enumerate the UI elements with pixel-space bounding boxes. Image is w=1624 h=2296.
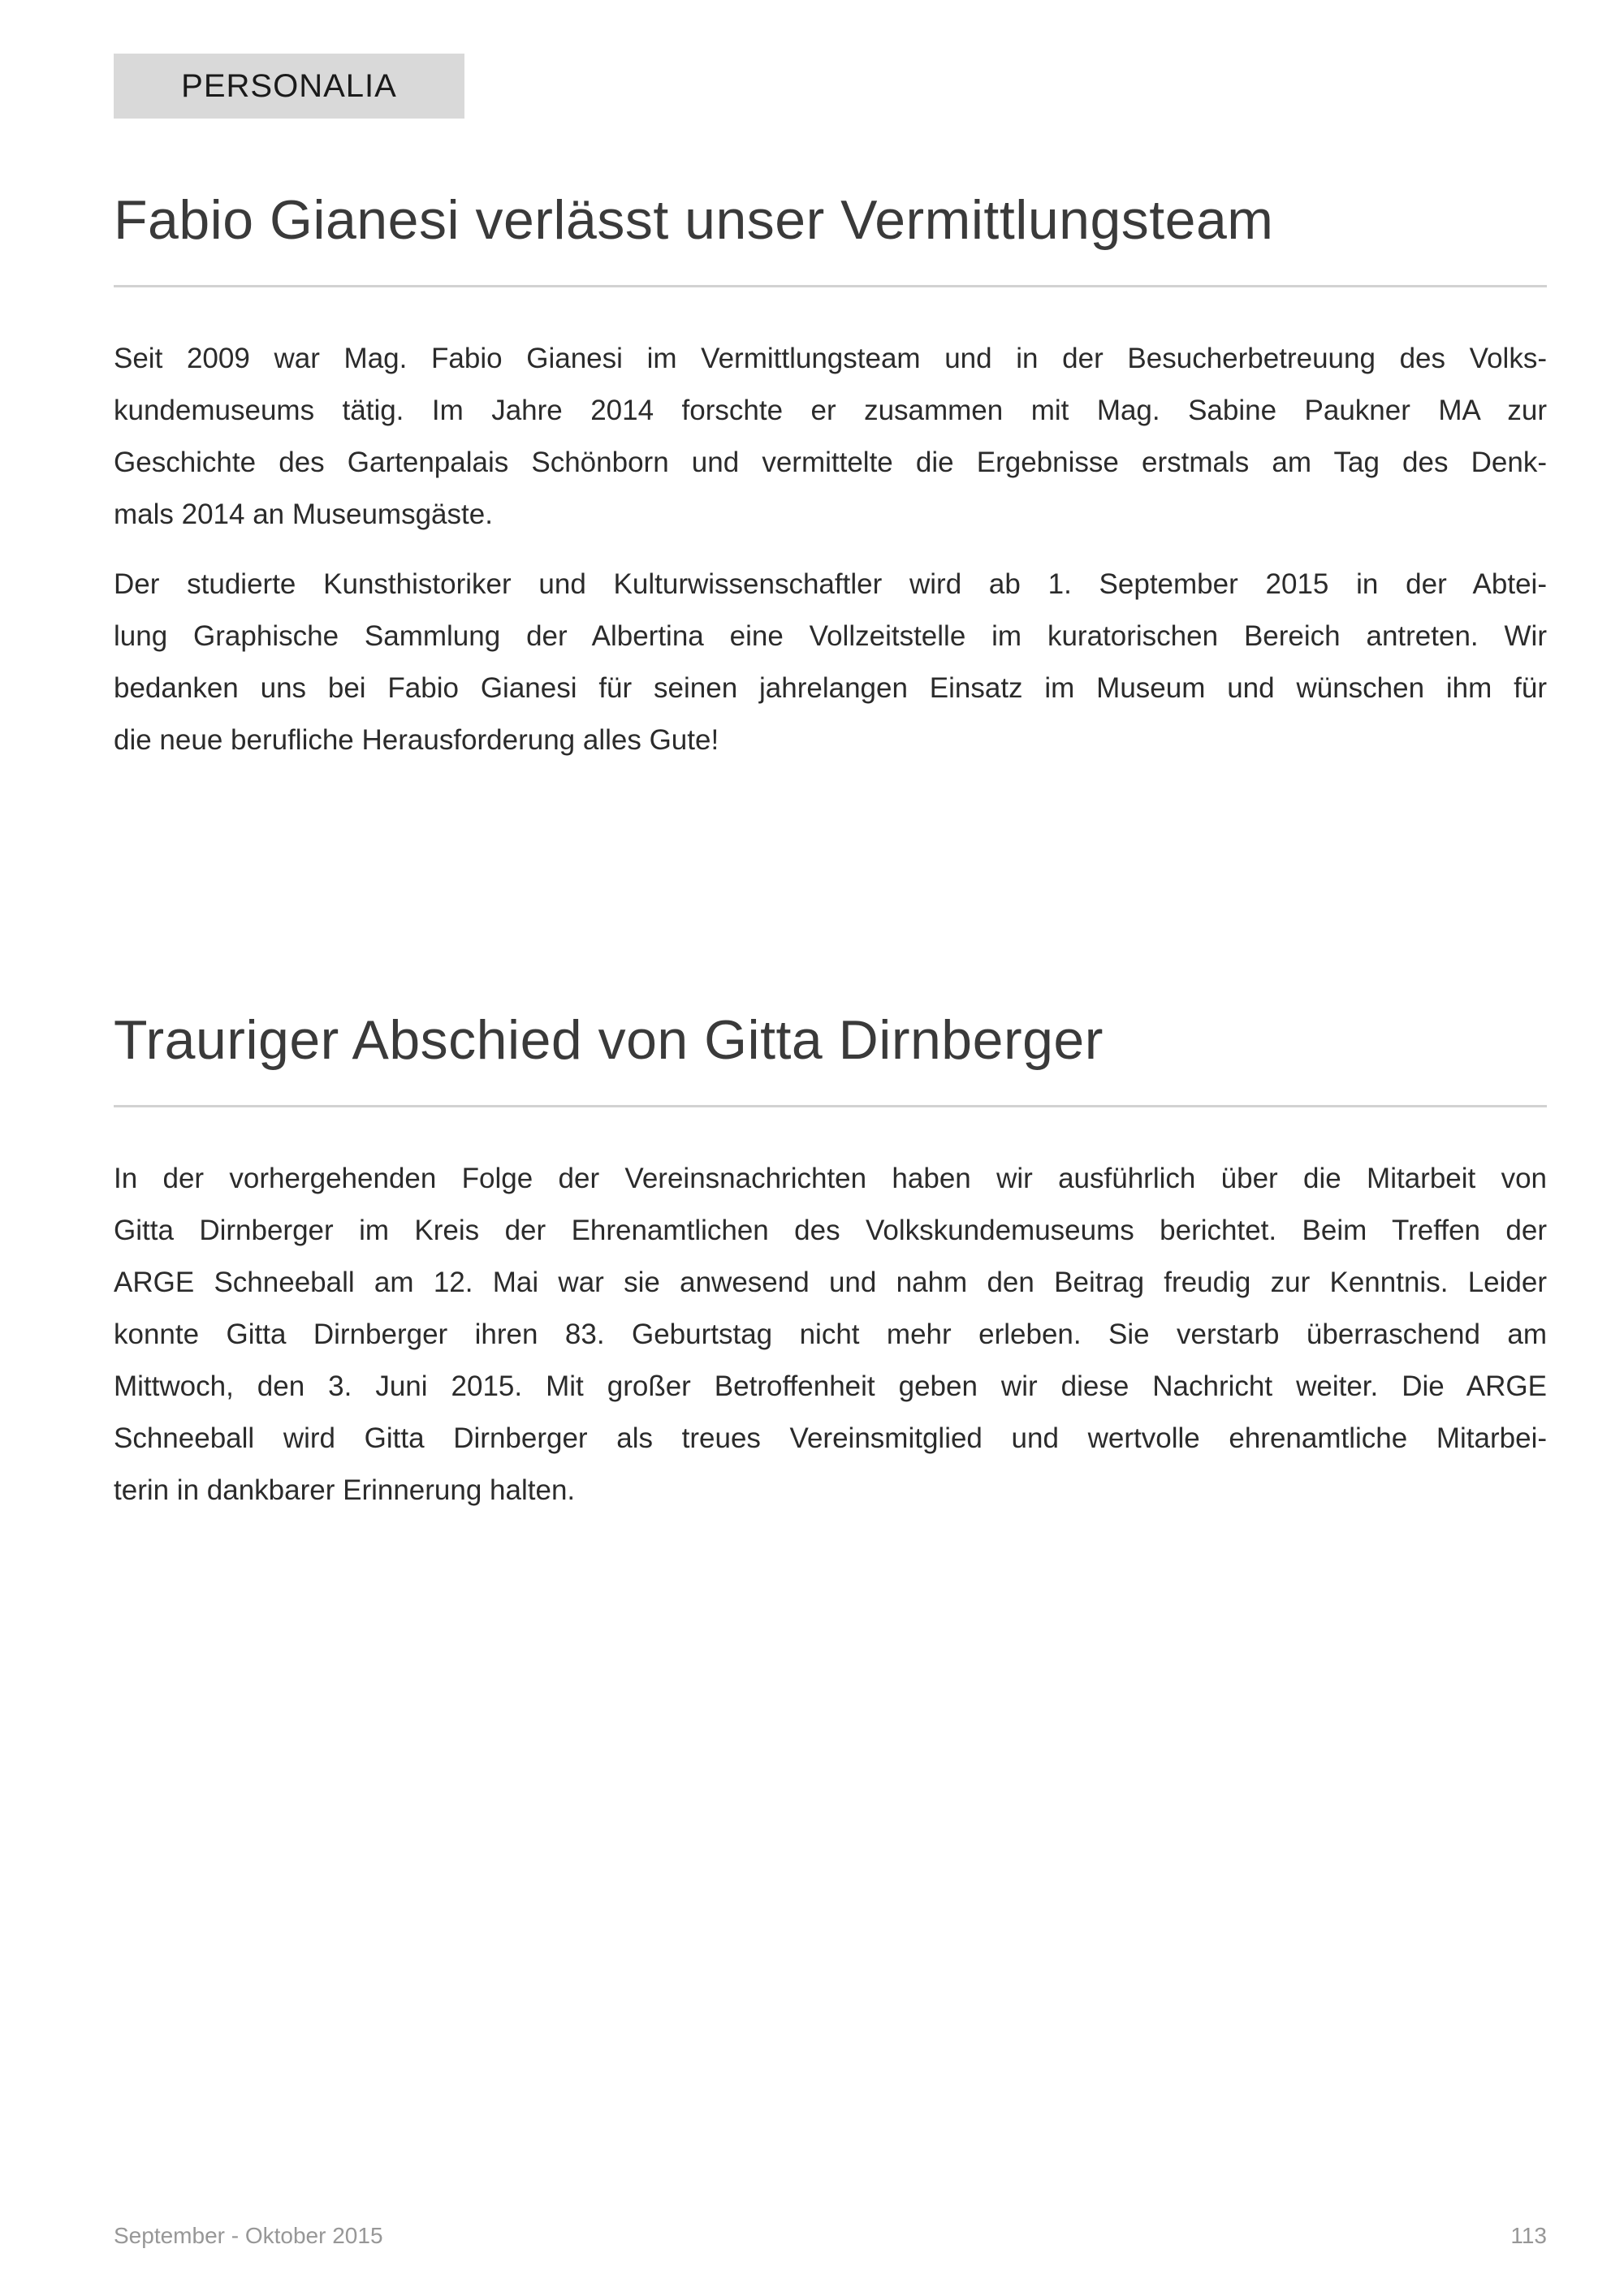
section-divider <box>114 285 1547 287</box>
paragraph <box>114 333 1547 541</box>
text-line: Seit 2009 war Mag. Fabio Gianesi im Vermittlungsteam und in der Besucherbetreuung des Volks- <box>114 342 1547 374</box>
section-gitta-dirnberger <box>114 1010 1547 1517</box>
text-line: kundemuseums tätig. Im Jahre 2014 forschte er zusammen mit Mag. Sabine Paukner MA zur <box>114 394 1547 426</box>
text-line: Schneeball wird Gitta Dirnberger als treues Vereinsmitglied und wertvolle ehrenamtliche Mitarbei- <box>114 1422 1547 1454</box>
text-line: bedanken uns bei Fabio Gianesi für seinen jahrelangen Einsatz im Museum und wünschen ihm für <box>114 671 1547 704</box>
text-line: lung Graphische Sammlung der Albertina eine Vollzeitstelle im kuratorischen Bereich antreten. Wir <box>114 619 1547 652</box>
text-line: Mittwoch, den 3. Juni 2015. Mit großer Betroffenheit geben wir diese Nachricht weiter. Die ARGE <box>114 1370 1547 1402</box>
text-line: Geschichte des Gartenpalais Schönborn und vermittelte die Ergebnisse erstmals am Tag des Denk- <box>114 446 1547 478</box>
text-line: In der vorhergehenden Folge der Vereinsnachrichten haben wir ausführlich über die Mitarbeit von <box>114 1162 1547 1194</box>
page-footer <box>114 2223 1547 2249</box>
section-title: Fabio Gianesi verlässt unser Vermittlungsteam <box>114 189 1274 251</box>
text-line: terin in dankbarer Erinnerung halten. <box>114 1474 576 1506</box>
paragraph <box>114 1153 1547 1517</box>
personalia-section-tag: PERSONALIA <box>114 54 464 119</box>
paragraph <box>114 559 1547 766</box>
text-line: Der studierte Kunsthistoriker und Kulturwissenschaftler wird ab 1. September 2015 in der Abtei- <box>114 568 1547 600</box>
text-line: Gitta Dirnberger im Kreis der Ehrenamtlichen des Volkskundemuseums berichtet. Beim Treffen der <box>114 1214 1547 1246</box>
section-title: Trauriger Abschied von Gitta Dirnberger <box>114 1008 1104 1071</box>
text-line: die neue berufliche Herausforderung alles Gute! <box>114 723 719 756</box>
text-line: ARGE Schneeball am 12. Mai war sie anwesend und nahm den Beitrag freudig zur Kenntnis. Leider <box>114 1266 1547 1298</box>
page-number: 113 <box>1510 2223 1547 2248</box>
footer-issue-date: September - Oktober 2015 <box>114 2223 383 2248</box>
text-line: mals 2014 an Museumsgäste. <box>114 498 493 530</box>
text-line: konnte Gitta Dirnberger ihren 83. Geburtstag nicht mehr erleben. Sie verstarb überraschend am <box>114 1318 1547 1350</box>
section-divider <box>114 1105 1547 1107</box>
section-fabio-gianesi <box>114 190 1547 766</box>
